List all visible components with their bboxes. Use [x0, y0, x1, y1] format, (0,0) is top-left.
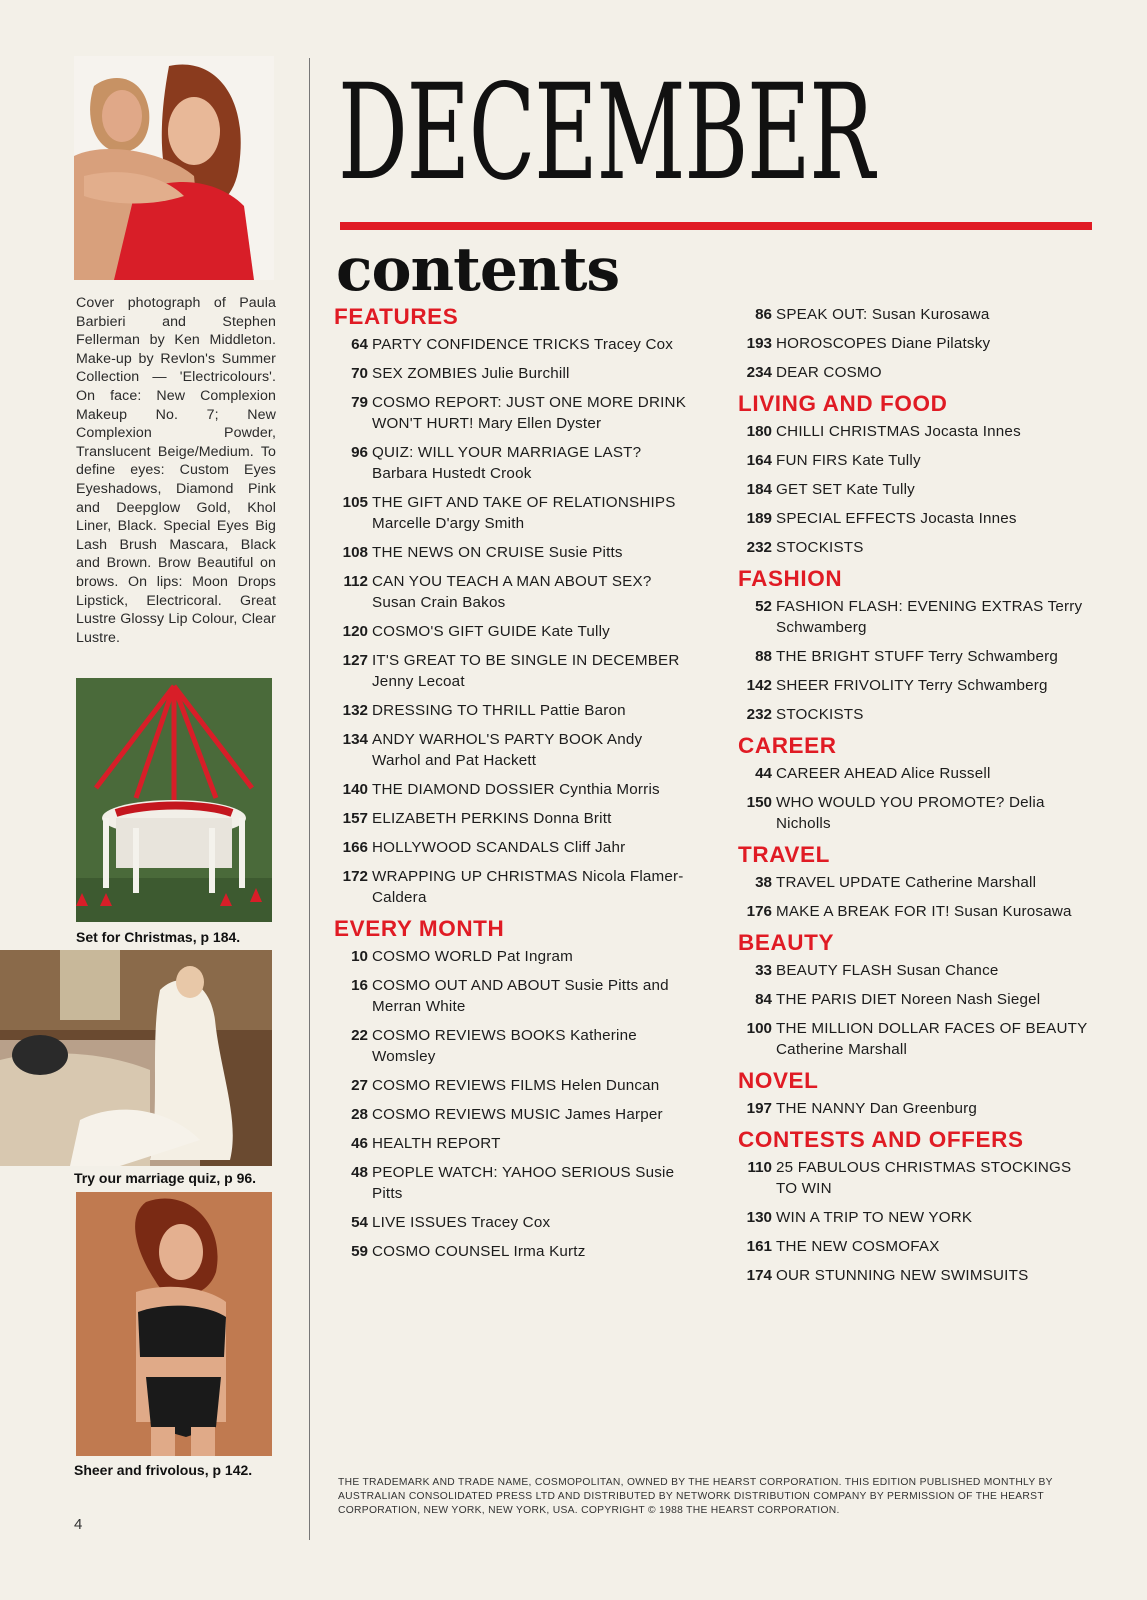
- entry-page-number: 84: [755, 991, 772, 1008]
- entry-page-number: 96: [351, 444, 368, 461]
- contents-section: [738, 566, 1088, 725]
- entry-page-number: 100: [746, 1020, 772, 1037]
- contents-entry[interactable]: [738, 872, 1088, 893]
- entry-page-number: 142: [746, 677, 772, 694]
- entry-page-number: 120: [342, 623, 368, 640]
- contents-entry[interactable]: [738, 704, 1088, 725]
- entry-title: SHEER FRIVOLITY Terry Schwamberg: [776, 677, 1048, 694]
- header-rule: [340, 222, 1092, 230]
- entry-page-number: 54: [351, 1214, 368, 1231]
- copyright-footer: THE TRADEMARK AND TRADE NAME, COSMOPOLITAN, OWNED BY THE HEARST CORPORATION. THIS EDITION PUBLISHED MONTHLY BY AUSTRALIAN CONSOLIDATED PRESS LTD AND DISTRIBUTED BY NETWORK DISTRIBUTION COMPANY BY PERMISSION OF THE HEARST CORPORATION, NEW YORK, NEW YORK, USA. COPYRIGHT © 1988 THE HEARST CORPORATION.: [338, 1477, 1053, 1516]
- entry-page-number: 134: [342, 731, 368, 748]
- entry-title: STOCKISTS: [776, 706, 864, 723]
- contents-entry[interactable]: [738, 1157, 1088, 1199]
- section-heading: FEATURES: [334, 304, 459, 329]
- entry-page-number: 176: [746, 903, 772, 920]
- entry-page-number: 184: [746, 481, 772, 498]
- contents-entry[interactable]: [334, 492, 694, 534]
- contents-section: [334, 304, 694, 908]
- entry-title: HOROSCOPES Diane Pilatsky: [776, 335, 991, 352]
- entry-page-number: 130: [746, 1209, 772, 1226]
- entry-page-number: 10: [351, 948, 368, 965]
- contents-entry[interactable]: [738, 792, 1088, 834]
- contents-entry[interactable]: [738, 1236, 1088, 1257]
- entry-page-number: 234: [746, 364, 772, 381]
- contents-entry[interactable]: [334, 808, 694, 829]
- contents-column-middle: [334, 304, 694, 1270]
- caption-marriage-quiz: Try our marriage quiz, p 96.: [74, 1170, 257, 1186]
- entry-page-number: 70: [351, 365, 368, 382]
- entry-title: IT'S GREAT TO BE SINGLE IN DECEMBER Jenny Lecoat: [372, 652, 680, 690]
- entry-title: TRAVEL UPDATE Catherine Marshall: [776, 874, 1037, 891]
- entry-page-number: 132: [342, 702, 368, 719]
- contents-section: [738, 1127, 1088, 1286]
- entry-title: SEX ZOMBIES Julie Burchill: [372, 365, 570, 382]
- entry-page-number: 193: [746, 335, 772, 352]
- entry-page-number: 161: [746, 1238, 772, 1255]
- entry-title: CAN YOU TEACH A MAN ABOUT SEX? Susan Crain Bakos: [372, 573, 652, 611]
- entry-title: ANDY WARHOL'S PARTY BOOK Andy Warhol and Pat Hackett: [372, 731, 643, 769]
- section-heading: LIVING AND FOOD: [738, 391, 948, 416]
- contents-entry[interactable]: [738, 960, 1088, 981]
- entry-page-number: 59: [351, 1243, 368, 1260]
- entry-page-number: 172: [342, 868, 368, 885]
- entry-title: THE DIAMOND DOSSIER Cynthia Morris: [372, 781, 660, 798]
- contents-entry[interactable]: [738, 537, 1088, 558]
- entry-title: THE MILLION DOLLAR FACES OF BEAUTY Catherine Marshall: [776, 1020, 1088, 1058]
- section-heading: CONTESTS AND OFFERS: [738, 1127, 1024, 1152]
- entry-title: GET SET Kate Tully: [776, 481, 915, 498]
- entry-title: DEAR COSMO: [776, 364, 882, 381]
- entry-title: FASHION FLASH: EVENING EXTRAS Terry Schwamberg: [776, 598, 1083, 636]
- entry-title: QUIZ: WILL YOUR MARRIAGE LAST? Barbara Hustedt Crook: [372, 444, 642, 482]
- contents-entry[interactable]: [738, 508, 1088, 529]
- entry-title: COSMO COUNSEL Irma Kurtz: [372, 1243, 586, 1260]
- contents-entry[interactable]: [334, 1212, 694, 1233]
- entry-page-number: 27: [351, 1077, 368, 1094]
- entry-page-number: 28: [351, 1106, 368, 1123]
- entry-page-number: 86: [755, 306, 772, 323]
- contents-entry[interactable]: [334, 1241, 694, 1262]
- contents-section: [738, 842, 1088, 922]
- entry-page-number: 110: [747, 1159, 772, 1176]
- entry-title: WHO WOULD YOU PROMOTE? Delia Nicholls: [776, 794, 1045, 832]
- entry-title: COSMO REPORT: JUST ONE MORE DRINK WON'T HURT! Mary Ellen Dyster: [372, 394, 687, 432]
- entry-page-number: 174: [746, 1267, 772, 1284]
- entry-page-number: 189: [746, 510, 772, 527]
- contents-entry[interactable]: [334, 621, 694, 642]
- entry-title: COSMO REVIEWS MUSIC James Harper: [372, 1106, 663, 1123]
- contents-entry[interactable]: [334, 1025, 694, 1067]
- contents-entry[interactable]: [334, 700, 694, 721]
- entry-page-number: 22: [351, 1027, 368, 1044]
- entry-page-number: 48: [351, 1164, 368, 1181]
- contents-entry[interactable]: [738, 479, 1088, 500]
- entry-title: ELIZABETH PERKINS Donna Britt: [372, 810, 612, 827]
- entry-page-number: 232: [746, 706, 772, 723]
- contents-entry[interactable]: [334, 837, 694, 858]
- entry-title: DRESSING TO THRILL Pattie Baron: [372, 702, 626, 719]
- contents-entry[interactable]: [334, 442, 694, 484]
- contents-entry[interactable]: [738, 362, 1088, 383]
- section-heading: BEAUTY: [738, 930, 835, 955]
- entry-title: MAKE A BREAK FOR IT! Susan Kurosawa: [776, 903, 1072, 920]
- contents-entry[interactable]: [334, 729, 694, 771]
- entry-page-number: 127: [342, 652, 368, 669]
- entry-title: HEALTH REPORT: [372, 1135, 501, 1152]
- entry-page-number: 180: [746, 423, 772, 440]
- cover-photo: [74, 56, 274, 280]
- entry-title: WRAPPING UP CHRISTMAS Nicola Flamer-Caldera: [372, 868, 684, 906]
- marriage-quiz-photo: [0, 950, 272, 1166]
- entry-page-number: 64: [351, 336, 368, 353]
- contents-entry[interactable]: [334, 542, 694, 563]
- entry-title: THE BRIGHT STUFF Terry Schwamberg: [776, 648, 1058, 665]
- contents-entry[interactable]: [738, 421, 1088, 442]
- section-heading: EVERY MONTH: [334, 916, 505, 941]
- caption-christmas: Set for Christmas, p 184.: [76, 929, 241, 945]
- entry-page-number: 232: [746, 539, 772, 556]
- entry-title: COSMO REVIEWS BOOKS Katherine Womsley: [372, 1027, 637, 1065]
- entry-page-number: 140: [342, 781, 368, 798]
- entry-title: COSMO REVIEWS FILMS Helen Duncan: [372, 1077, 660, 1094]
- entry-page-number: 108: [342, 544, 368, 561]
- contents-entry[interactable]: [334, 946, 694, 967]
- contents-entry[interactable]: [738, 901, 1088, 922]
- christmas-table-photo: [76, 678, 272, 922]
- entry-title: HOLLYWOOD SCANDALS Cliff Jahr: [372, 839, 626, 856]
- entry-page-number: 52: [755, 598, 772, 615]
- contents-entry[interactable]: [738, 763, 1088, 784]
- contents-entry[interactable]: [738, 304, 1088, 325]
- contents-entry[interactable]: [334, 975, 694, 1017]
- contents-section: [738, 930, 1088, 1060]
- entry-page-number: 16: [351, 977, 368, 994]
- contents-entry[interactable]: [334, 866, 694, 908]
- entry-title: THE NEW COSMOFAX: [776, 1238, 940, 1255]
- entry-page-number: 33: [755, 962, 772, 979]
- contents-entry[interactable]: [738, 450, 1088, 471]
- entry-page-number: 38: [755, 874, 772, 891]
- entry-title: THE NEWS ON CRUISE Susie Pitts: [372, 544, 623, 561]
- contents-entry[interactable]: [738, 989, 1088, 1010]
- entry-title: SPECIAL EFFECTS Jocasta Innes: [776, 510, 1017, 527]
- sheer-frivolous-photo: [76, 1192, 272, 1456]
- cover-credit: Cover photograph of Paula Barbieri and Stephen Fellerman by Ken Middleton. Make-up by Revlon's Summer Collection — 'Electricolours'. On face: New Complexion Makeup No. 7; New Complexion Powder, Translucent Beige/Medium. To define eyes: Custom Eyes Eyeshadows, Diamond Pink and Deepglow Gold, Khol Liner, Black. Special Eyes Big Lash Brush Mascara, Black and Brown. Brow Beautiful on brows. On lips: Moon Drops Lipstick, Electricoral. Great Lustre Glossy Lip Colour, Clear Lustre.: [76, 295, 276, 646]
- contents-entry[interactable]: [738, 646, 1088, 667]
- contents-entry[interactable]: [738, 333, 1088, 354]
- contents-entry[interactable]: [334, 1075, 694, 1096]
- section-heading: CAREER: [738, 733, 837, 758]
- contents-section: [738, 1068, 1088, 1119]
- entry-title: PEOPLE WATCH: YAHOO SERIOUS Susie Pitts: [372, 1164, 675, 1202]
- contents-entry[interactable]: [334, 1104, 694, 1125]
- entry-title: OUR STUNNING NEW SWIMSUITS: [776, 1267, 1029, 1284]
- entry-title: SPEAK OUT: Susan Kurosawa: [776, 306, 990, 323]
- contents-entry[interactable]: [738, 1265, 1088, 1286]
- entry-title: THE PARIS DIET Noreen Nash Siegel: [776, 991, 1041, 1008]
- entry-page-number: 157: [342, 810, 368, 827]
- contents-entry[interactable]: [738, 1018, 1088, 1060]
- entry-title: THE NANNY Dan Greenburg: [776, 1100, 977, 1117]
- entry-title: COSMO OUT AND ABOUT Susie Pitts and Merran White: [372, 977, 669, 1015]
- entry-title: FUN FIRS Kate Tully: [776, 452, 921, 469]
- entry-page-number: 88: [755, 648, 772, 665]
- contents-entry[interactable]: [334, 1133, 694, 1154]
- entry-title: CAREER AHEAD Alice Russell: [776, 765, 991, 782]
- contents-section: [334, 916, 694, 1262]
- entry-page-number: 197: [746, 1100, 772, 1117]
- section-heading: NOVEL: [738, 1068, 819, 1093]
- entry-page-number: 164: [746, 452, 772, 469]
- entry-title: STOCKISTS: [776, 539, 864, 556]
- entry-title: LIVE ISSUES Tracey Cox: [372, 1214, 551, 1231]
- entry-title: COSMO'S GIFT GUIDE Kate Tully: [372, 623, 610, 640]
- caption-sheer-frivolous: Sheer and frivolous, p 142.: [74, 1462, 253, 1478]
- contents-entry[interactable]: [334, 650, 694, 692]
- contents-section: [738, 733, 1088, 834]
- column-divider: [309, 58, 310, 1540]
- contents-section: [738, 391, 1088, 558]
- contents-entry[interactable]: [334, 363, 694, 384]
- entry-title: THE GIFT AND TAKE OF RELATIONSHIPS Marcelle D'argy Smith: [372, 494, 676, 532]
- entry-title: 25 FABULOUS CHRISTMAS STOCKINGS TO WIN: [776, 1159, 1072, 1197]
- contents-column-right: [738, 304, 1088, 1294]
- entry-page-number: 150: [746, 794, 772, 811]
- contents-section: [738, 304, 1088, 383]
- contents-title: contents: [336, 235, 620, 305]
- entry-title: CHILLI CHRISTMAS Jocasta Innes: [776, 423, 1021, 440]
- entry-page-number: 46: [351, 1135, 368, 1152]
- entry-title: BEAUTY FLASH Susan Chance: [776, 962, 999, 979]
- contents-entry[interactable]: [738, 675, 1088, 696]
- entry-page-number: 166: [342, 839, 368, 856]
- entry-title: WIN A TRIP TO NEW YORK: [776, 1209, 973, 1226]
- entry-page-number: 79: [351, 394, 368, 411]
- page-number: 4: [74, 1516, 83, 1533]
- entry-title: COSMO WORLD Pat Ingram: [372, 948, 574, 965]
- section-heading: FASHION: [738, 566, 843, 591]
- entry-page-number: 44: [755, 765, 772, 782]
- contents-entry[interactable]: [738, 596, 1088, 638]
- entry-page-number: 112: [343, 573, 368, 590]
- contents-entry[interactable]: [334, 571, 694, 613]
- entry-title: PARTY CONFIDENCE TRICKS Tracey Cox: [372, 336, 674, 353]
- contents-entry[interactable]: [334, 392, 694, 434]
- contents-entry[interactable]: [738, 1098, 1088, 1119]
- month-title: DECEMBER: [338, 56, 874, 210]
- entry-page-number: 105: [342, 494, 368, 511]
- contents-entry[interactable]: [334, 779, 694, 800]
- section-heading: TRAVEL: [738, 842, 830, 867]
- contents-entry[interactable]: [334, 1162, 694, 1204]
- contents-entry[interactable]: [738, 1207, 1088, 1228]
- contents-entry[interactable]: [334, 334, 694, 355]
